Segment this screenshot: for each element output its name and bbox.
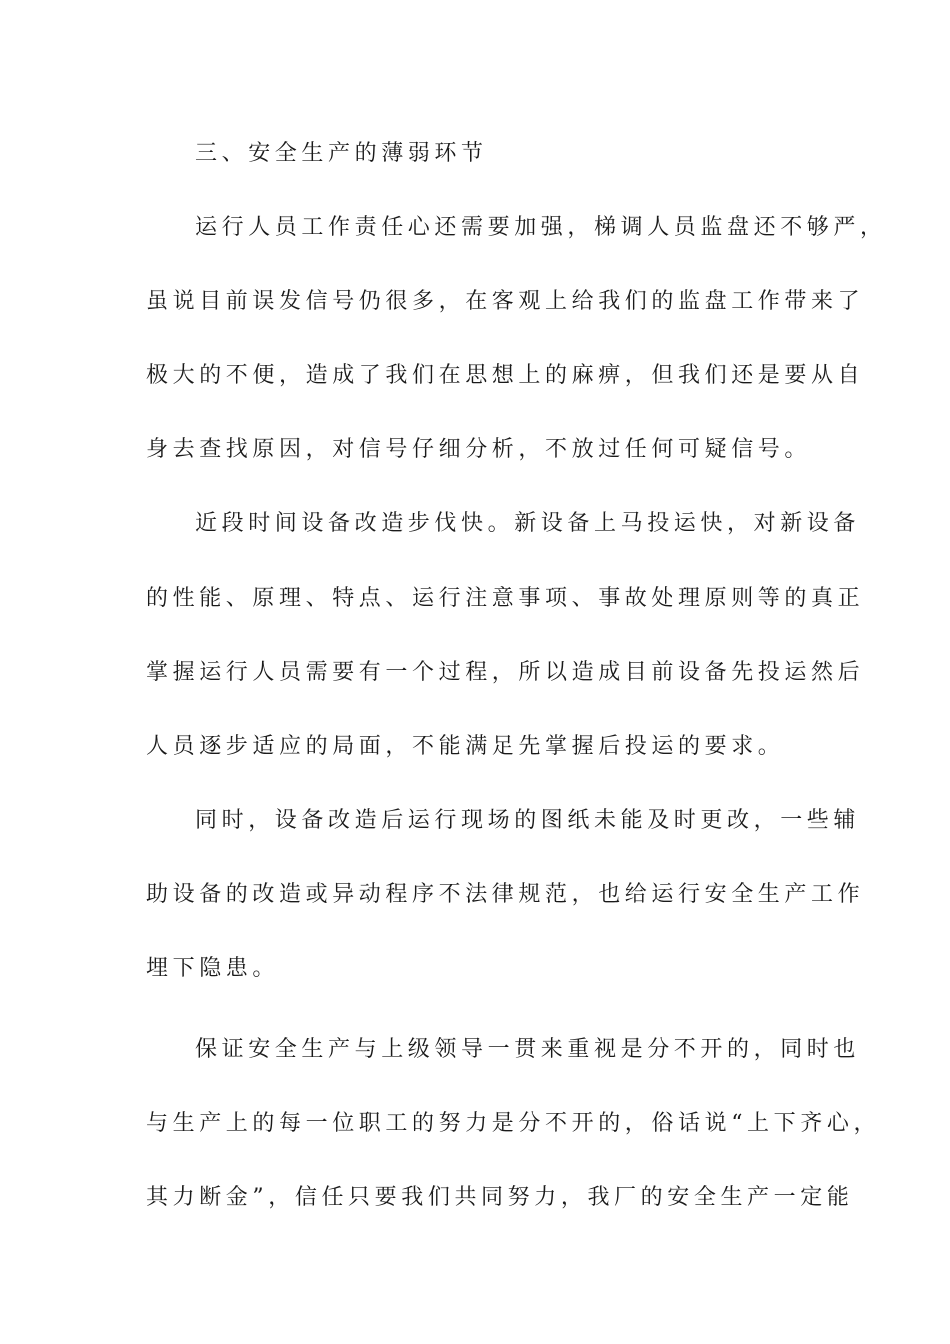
paragraph-line: 运行人员工作责任心还需要加强，梯调人员监盘还不够严， bbox=[195, 215, 887, 240]
paragraph-line: 的性能、原理、特点、运行注意事项、事故处理原则等的真正 bbox=[146, 586, 865, 611]
paragraph-line: 虽说目前误发信号仍很多，在客观上给我们的监盘工作带来了 bbox=[146, 289, 865, 314]
paragraph-line: 其力断金”，信任只要我们共同努力，我厂的安全生产一定能 bbox=[146, 1185, 854, 1210]
paragraph-line: 身去查找原因，对信号仔细分析，不放过任何可疑信号。 bbox=[146, 437, 812, 462]
paragraph-line: 近段时间设备改造步伐快。新设备上马投运快，对新设备 bbox=[195, 511, 861, 536]
paragraph-line: 掌握运行人员需要有一个过程，所以造成目前设备先投运然后 bbox=[146, 660, 865, 685]
paragraph-line: 助设备的改造或异动程序不法律规范，也给运行安全生产工作 bbox=[146, 882, 865, 907]
paragraph-line: 保证安全生产与上级领导一贯来重视是分不开的，同时也 bbox=[195, 1037, 861, 1062]
paragraph-line: 与生产上的每一位职工的努力是分不开的，俗话说“上下齐心， bbox=[146, 1111, 881, 1136]
paragraph-line: 同时，设备改造后运行现场的图纸未能及时更改，一些辅 bbox=[195, 808, 861, 833]
paragraph-line: 极大的不便，造成了我们在思想上的麻痹，但我们还是要从自 bbox=[146, 363, 865, 388]
paragraph-line: 人员逐步适应的局面，不能满足先掌握后投运的要求。 bbox=[146, 734, 785, 759]
section-heading: 三、安全生产的薄弱环节 bbox=[195, 141, 488, 166]
paragraph-line: 埋下隐患。 bbox=[146, 956, 280, 981]
